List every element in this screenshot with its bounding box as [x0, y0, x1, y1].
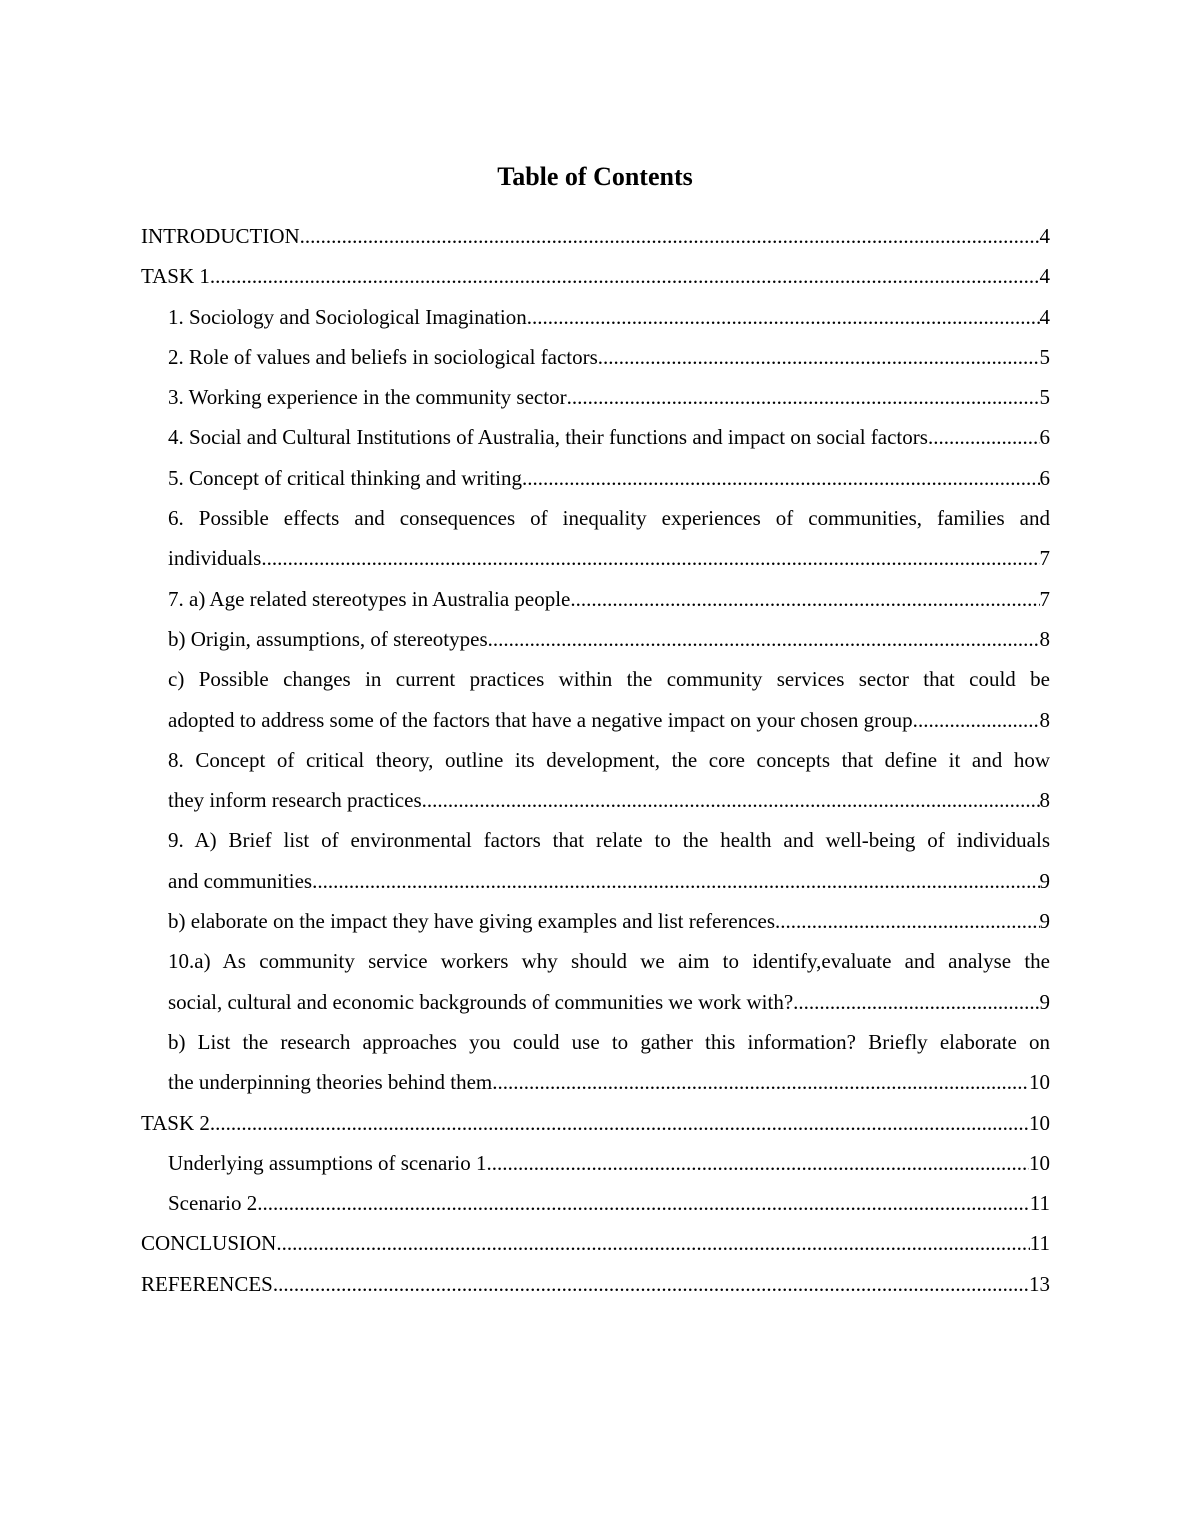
- dot-leader: [422, 786, 1040, 826]
- toc-line: [168, 585, 1050, 625]
- dot-leader: [486, 1149, 1029, 1189]
- dot-leader: [928, 423, 1040, 463]
- toc-entry-text: 7. a) Age related stereotypes in Australia people: [168, 586, 571, 611]
- toc-entry[interactable]: [141, 1109, 1050, 1149]
- page-number: 9: [1039, 909, 1050, 934]
- toc-entry-text: b) elaborate on the impact they have giving examples and list references: [168, 909, 776, 934]
- toc-entry[interactable]: [168, 746, 1050, 827]
- toc-line: [168, 988, 1050, 1028]
- dot-leader: [273, 1270, 1029, 1310]
- dot-leader: [312, 867, 1039, 907]
- dot-leader: [493, 625, 1040, 665]
- dot-leader: [918, 706, 1040, 746]
- toc-entry-text: the underpinning theories behind them: [168, 1070, 493, 1095]
- toc-line: [168, 907, 1050, 947]
- toc-entry[interactable]: [168, 665, 1050, 746]
- toc-entry-text: Scenario 2: [168, 1191, 258, 1216]
- toc-entry[interactable]: [168, 343, 1050, 383]
- toc-line: [168, 1189, 1050, 1229]
- dot-leader: [210, 262, 1040, 302]
- page-number: 4: [1039, 264, 1050, 289]
- page-number: 10: [1029, 1150, 1050, 1175]
- page-number: 11: [1029, 1191, 1050, 1216]
- toc-entry-text: social, cultural and economic backgrounds of communities we work with?: [168, 989, 794, 1014]
- page-number: 4: [1039, 304, 1050, 329]
- toc-line: [168, 464, 1050, 504]
- dot-leader: [257, 1189, 1030, 1229]
- dot-leader: [492, 1068, 1029, 1108]
- toc-entry[interactable]: [168, 625, 1050, 665]
- toc-line: [168, 665, 1050, 705]
- page-number: 10: [1029, 1110, 1050, 1135]
- page-number: 5: [1039, 344, 1050, 369]
- toc-entry-text: 9. A) Brief list of environmental factors that relate to the health and well-being of individuals: [168, 828, 1050, 853]
- toc-line: [168, 544, 1050, 584]
- page-number: 11: [1029, 1231, 1050, 1256]
- toc-entry-text: TASK 2: [141, 1110, 210, 1135]
- page-number: 7: [1039, 546, 1050, 571]
- dot-leader: [775, 907, 1039, 947]
- toc-entry[interactable]: [168, 383, 1050, 423]
- toc-entry-text: REFERENCES: [141, 1271, 273, 1296]
- toc-entry-text: individuals: [168, 546, 262, 571]
- toc-entry-text: 2. Role of values and beliefs in sociological factors: [168, 344, 598, 369]
- toc-line: [168, 1149, 1050, 1189]
- toc-entry[interactable]: [168, 1189, 1050, 1229]
- toc-entry[interactable]: [141, 222, 1050, 262]
- toc-entry[interactable]: [168, 504, 1050, 585]
- page-number: 13: [1029, 1271, 1050, 1296]
- toc-entry[interactable]: [168, 1149, 1050, 1189]
- toc-entry[interactable]: [141, 1270, 1050, 1310]
- toc-line: [168, 1068, 1050, 1108]
- toc-entry[interactable]: [168, 826, 1050, 907]
- toc-entry[interactable]: [141, 262, 1050, 302]
- dot-leader: [598, 343, 1040, 383]
- toc-entry-text: 1. Sociology and Sociological Imagination: [168, 304, 527, 329]
- toc-line: [141, 1109, 1050, 1149]
- toc-line: [168, 1028, 1050, 1068]
- toc-line: [168, 423, 1050, 463]
- toc-line: [168, 746, 1050, 786]
- toc-line: [168, 867, 1050, 907]
- toc-entry-text: they inform research practices: [168, 788, 422, 813]
- toc-entry[interactable]: [168, 303, 1050, 343]
- toc-entry[interactable]: [141, 1229, 1050, 1269]
- page-number: 6: [1039, 425, 1050, 450]
- toc-entry-text: TASK 1: [141, 264, 210, 289]
- toc-line: [168, 504, 1050, 544]
- page-number: 9: [1039, 868, 1050, 893]
- dot-leader: [276, 1229, 1029, 1269]
- toc-line: [168, 303, 1050, 343]
- toc-line: [168, 786, 1050, 826]
- dot-leader: [300, 222, 1040, 262]
- toc-entry-text: c) Possible changes in current practices within the community services sector that could be: [168, 667, 1050, 692]
- page-number: 7: [1039, 586, 1050, 611]
- toc-entry[interactable]: [168, 464, 1050, 504]
- page-number: 4: [1039, 224, 1050, 248]
- toc-line: [141, 222, 1050, 262]
- toc-entry-text: CONCLUSION: [141, 1231, 277, 1256]
- page-number: 8: [1039, 707, 1050, 732]
- dot-leader: [261, 544, 1039, 584]
- toc-entry-text: INTRODUCTION: [141, 224, 300, 248]
- toc-entry-text: 4. Social and Cultural Institutions of Australia, their functions and impact on social factors: [168, 425, 928, 450]
- page-number: 6: [1039, 465, 1050, 490]
- page-number: 8: [1039, 788, 1050, 813]
- toc-entry[interactable]: [168, 1028, 1050, 1109]
- toc-line: [168, 826, 1050, 866]
- toc-entry-text: 8. Concept of critical theory, outline its development, the core concepts that define it and how: [168, 747, 1050, 772]
- toc-line: [168, 383, 1050, 423]
- toc-entry-text: 6. Possible effects and consequences of inequality experiences of communities, families and: [168, 506, 1050, 531]
- toc-entry[interactable]: [168, 907, 1050, 947]
- dot-leader: [567, 383, 1040, 423]
- toc-line: [168, 706, 1050, 746]
- toc-entry-text: Underlying assumptions of scenario 1: [168, 1150, 487, 1175]
- page-number: 10: [1029, 1070, 1050, 1095]
- page-number: 5: [1039, 385, 1050, 410]
- toc-entry[interactable]: [168, 947, 1050, 1028]
- toc-entry-text: 10.a) As community service workers why should we aim to identify,evaluate and analyse the: [168, 949, 1050, 974]
- page-number: 8: [1039, 626, 1050, 651]
- toc-line: [168, 343, 1050, 383]
- toc-entry-text: b) List the research approaches you could use to gather this information? Briefly elaborate on: [168, 1029, 1050, 1054]
- table-of-contents: [141, 222, 1050, 1310]
- toc-entry-text: 3. Working experience in the community sector: [168, 385, 567, 410]
- toc-line: [168, 947, 1050, 987]
- dot-leader: [210, 1109, 1029, 1149]
- toc-entry-text: b) Origin, assumptions, of stereotypes.: [168, 626, 493, 651]
- toc-line: [141, 1270, 1050, 1310]
- toc-line: [168, 625, 1050, 665]
- toc-entry-text: 5. Concept of critical thinking and writing: [168, 465, 523, 490]
- dot-leader: [522, 464, 1039, 504]
- toc-line: [141, 1229, 1050, 1269]
- page-number: 9: [1039, 989, 1050, 1014]
- toc-entry[interactable]: [168, 585, 1050, 625]
- toc-entry[interactable]: [168, 423, 1050, 463]
- toc-entry-text: and communities: [168, 868, 313, 893]
- toc-line: [141, 262, 1050, 302]
- dot-leader: [793, 988, 1039, 1028]
- toc-entry-text: adopted to address some of the factors that have a negative impact on your chosen group.: [168, 707, 918, 732]
- page-title: Table of Contents: [497, 162, 693, 191]
- dot-leader: [570, 585, 1039, 625]
- dot-leader: [527, 303, 1040, 343]
